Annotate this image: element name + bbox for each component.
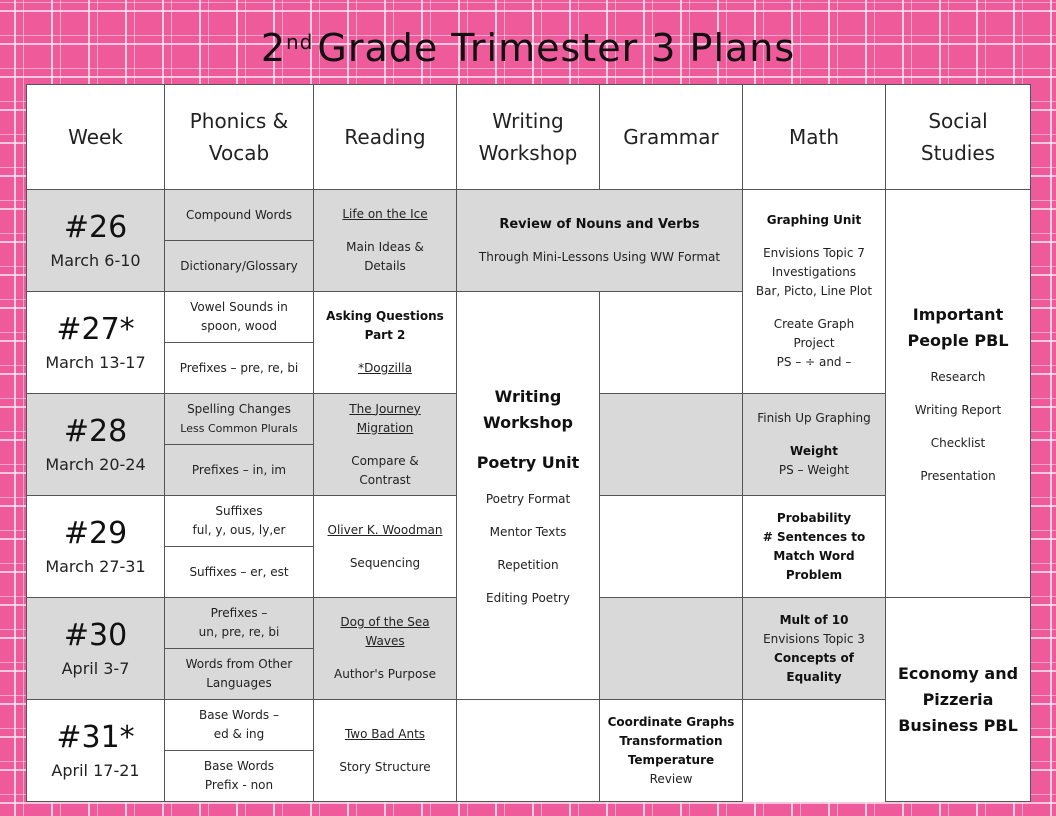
writing-item: Repetition [497, 557, 559, 572]
math-title: # Sentences to [762, 529, 866, 544]
writing-grammar-review-cell [457, 190, 743, 292]
phonics-cell [165, 598, 314, 649]
reading-skill: Compare & [351, 453, 419, 468]
phonics-cell [165, 700, 314, 751]
phonics-line: un, pre, re, bi [198, 625, 280, 639]
reading-skill: Details [364, 259, 406, 273]
week-number: #26 [63, 209, 128, 245]
math-line: Review [649, 771, 693, 786]
math-line: Finish Up Graphing [757, 411, 871, 425]
week-number: #30 [63, 617, 128, 653]
phonics-cell [165, 496, 314, 547]
reading-book-title: Life on the Ice [342, 207, 428, 221]
page-title [0, 26, 1056, 70]
math-title: Temperature [627, 752, 715, 767]
phonics-line: Base Words – [199, 708, 279, 722]
math-graphing-cell [743, 190, 886, 394]
writing-item: Poetry Format [485, 491, 571, 506]
social-item: Checklist [930, 435, 986, 450]
title-text: Grade Trimester 3 Plans [317, 26, 796, 70]
week-number: #27* [56, 311, 135, 347]
math-line: PS – ÷ and – [776, 355, 852, 369]
math-line: PS – Weight [778, 463, 850, 477]
header-phonics-line2: Vocab [208, 141, 270, 165]
phonics-line: Suffixes [215, 504, 263, 518]
reading-book-title: Dog of the Sea [340, 615, 430, 629]
reading-book-title: *Dogzilla [358, 361, 412, 375]
reading-cell [314, 700, 457, 802]
week-31-cell [27, 700, 165, 802]
reading-title: Asking Questions [326, 309, 444, 323]
writing-item: Editing Poetry [486, 590, 570, 605]
reading-cell [314, 394, 457, 496]
social-title: People PBL [907, 330, 1009, 350]
week-28-cell [27, 394, 165, 496]
review-title: Review of Nouns and Verbs [499, 216, 700, 232]
header-week: Week [27, 85, 165, 190]
social-title: Pizzeria [922, 689, 994, 709]
grammar-cell [600, 598, 743, 700]
week-26-row-a [27, 190, 1031, 241]
math-line: Project [793, 336, 835, 350]
title-ordinal: nd [286, 30, 314, 54]
reading-book-title: Waves [365, 634, 405, 648]
header-grammar: Grammar [600, 85, 743, 190]
social-economy-cell [886, 598, 1031, 802]
social-important-people-cell [886, 190, 1031, 598]
social-title: Business PBL [898, 715, 1018, 735]
week-number: #31* [56, 719, 135, 755]
week-number: #28 [63, 413, 128, 449]
header-writing-line1: Writing [492, 109, 564, 133]
week-dates: March 27-31 [45, 556, 146, 576]
phonics-line: Prefixes – [210, 606, 268, 620]
phonics-cell: Compound Words [165, 190, 314, 241]
header-phonics [165, 85, 314, 190]
header-social-line1: Social [928, 109, 988, 133]
writing-workshop-poetry-cell [457, 292, 600, 700]
math-cell [743, 598, 886, 700]
math-line: Bar, Picto, Line Plot [755, 284, 873, 298]
week-30-cell [27, 598, 165, 700]
week-31-row-a [27, 700, 1031, 751]
phonics-cell: Suffixes – er, est [165, 547, 314, 598]
phonics-line: Prefix - non [204, 778, 274, 792]
reading-title: Part 2 [364, 328, 406, 342]
week-dates: April 3-7 [61, 658, 130, 678]
week-dates: March 6-10 [50, 250, 141, 270]
reading-skill: Author's Purpose [334, 667, 436, 681]
reading-skill: Story Structure [339, 759, 431, 774]
math-title: Match Word [773, 548, 855, 563]
reading-skill: Main Ideas & [346, 240, 424, 254]
week-dates: April 17-21 [51, 760, 140, 780]
phonics-line: Less Common Plurals [180, 422, 298, 435]
writing-title: Writing [494, 386, 562, 406]
header-reading: Reading [314, 85, 457, 190]
writing-item: Mentor Texts [489, 524, 567, 539]
reading-cell [314, 496, 457, 598]
reading-book-title: Oliver K. Woodman [327, 522, 443, 537]
math-title: Mult of 10 [779, 612, 849, 627]
writing-title: Workshop [483, 412, 573, 432]
header-social [886, 85, 1031, 190]
math-cell [743, 496, 886, 598]
math-title: Equality [786, 669, 842, 684]
title-number: 2 [260, 26, 286, 70]
social-item: Research [930, 369, 986, 384]
reading-cell [314, 190, 457, 292]
math-title: Probability [776, 510, 852, 525]
grammar-cell [600, 394, 743, 496]
week-number: #29 [63, 515, 128, 551]
header-writing [457, 85, 600, 190]
social-item: Writing Report [914, 402, 1002, 417]
math-line: Investigations [771, 265, 857, 279]
reading-book-title: The Journey [349, 401, 421, 416]
math-title: Concepts of [774, 650, 854, 665]
grammar-cell [600, 496, 743, 598]
social-title: Economy and [897, 663, 1019, 683]
writing-unit: Poetry Unit [476, 452, 580, 472]
phonics-line: ed & ing [213, 727, 265, 741]
math-line: Create Graph [773, 317, 855, 331]
reading-book-title: Two Bad Ants [344, 726, 426, 741]
phonics-line: Spelling Changes [187, 402, 291, 416]
phonics-cell: Vowel Sounds in spoon, wood [165, 292, 314, 343]
week-dates: March 20-24 [45, 454, 146, 474]
phonics-cell [165, 394, 314, 445]
phonics-cell: Words from Other Languages [165, 649, 314, 700]
social-title: Important [912, 304, 1004, 324]
review-subtitle: Through Mini-Lessons Using WW Format [478, 249, 721, 264]
math-title: Transformation [619, 733, 723, 748]
social-item: Presentation [920, 468, 996, 483]
week-26-cell [27, 190, 165, 292]
header-social-line2: Studies [920, 141, 996, 165]
week-29-cell [27, 496, 165, 598]
math-title: Coordinate Graphs [607, 714, 735, 729]
week-27-cell [27, 292, 165, 394]
phonics-cell: Prefixes – pre, re, bi [165, 343, 314, 394]
reading-cell [314, 598, 457, 700]
phonics-cell: Dictionary/Glossary [165, 241, 314, 292]
phonics-cell: Prefixes – in, im [165, 445, 314, 496]
week-dates: March 13-17 [45, 352, 146, 372]
header-math: Math [743, 85, 886, 190]
reading-book-title: Migration [356, 420, 414, 435]
reading-skill: Sequencing [349, 555, 421, 570]
trimester-plan-table [26, 84, 1031, 802]
header-writing-line2: Workshop [478, 141, 578, 165]
math-cell [743, 394, 886, 496]
phonics-line: Base Words [203, 759, 275, 773]
math-title: Problem [785, 567, 843, 582]
math-title: Weight [790, 444, 838, 458]
phonics-cell [165, 751, 314, 802]
reading-cell [314, 292, 457, 394]
math-line: Envisions Topic 7 [763, 246, 865, 260]
grammar-cell [600, 292, 743, 394]
math-line: Envisions Topic 3 [763, 631, 865, 646]
math-cell [600, 700, 743, 802]
reading-skill: Contrast [359, 472, 411, 487]
math-title: Graphing Unit [766, 213, 862, 227]
grammar-cell [457, 700, 600, 802]
phonics-line: ful, y, ous, ly,er [192, 523, 286, 537]
header-phonics-line1: Phonics & [189, 109, 289, 133]
header-row [27, 85, 1031, 190]
